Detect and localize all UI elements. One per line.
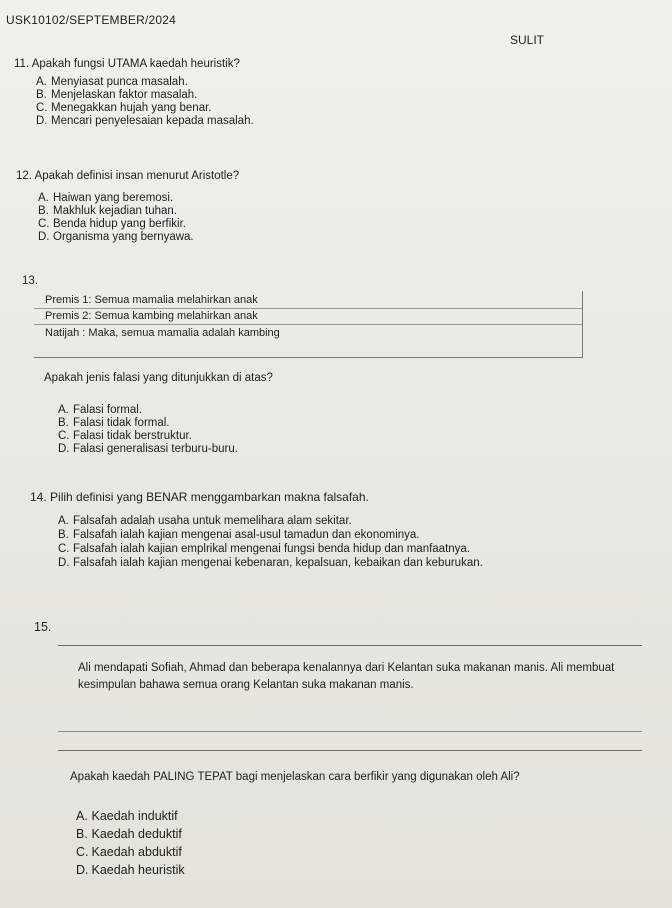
option-b[interactable]: B. Makhluk kejadian tuhan. [38, 205, 178, 217]
question-text: Apakah jenis falasi yang ditunjukkan di atas? [44, 372, 273, 384]
divider [34, 324, 582, 325]
option-c[interactable]: C. Falsafah ialah kajian emplrikal mengenai fungsi benda hidup dan manfaatnya. [58, 543, 471, 555]
question-14 [30, 490, 483, 570]
option-d[interactable]: D. Kaedah heuristik [76, 863, 185, 877]
question-text: Apakah kaedah PALING TEPAT bagi menjelaskan cara berfikir yang digunakan oleh Ali? [70, 771, 520, 783]
option-list [38, 192, 239, 244]
option-d[interactable]: D. Organisma yang bernyawa. [38, 231, 194, 243]
option-c[interactable]: C. Falasi tidak berstruktur. [58, 430, 192, 442]
question-13 [44, 372, 273, 456]
question-number: 15. [34, 620, 52, 634]
option-list [58, 514, 483, 570]
option-a[interactable]: A. Menyiasat punca masalah. [36, 76, 188, 88]
option-d[interactable]: D. Falasi generalisasi terburu-buru. [58, 443, 238, 455]
option-a[interactable]: A. Falsafah adalah usaha untuk memelihara alam sekitar. [58, 515, 352, 527]
option-d[interactable]: D. Falsafah ialah kajian mengenai kebenaran, kepalsuan, kebaikan dan keburukan. [58, 557, 483, 569]
question-12 [16, 170, 239, 244]
option-b[interactable]: B. Menjelaskan faktor masalah. [36, 89, 198, 101]
premise-1: Premis 1: Semua mamalia melahirkan anak [45, 294, 258, 306]
question-11 [14, 58, 254, 128]
option-d[interactable]: D. Mencari penyelesaian kepada masalah. [36, 115, 254, 127]
question-number: 11. [14, 58, 30, 70]
question-text: Pilih definisi yang BENAR menggambarkan makna falsafah. [50, 490, 369, 504]
scenario-box [58, 645, 642, 751]
divider [34, 308, 582, 309]
question-stem [14, 58, 254, 70]
question-number: 14. [30, 490, 47, 504]
paper-code: USK10102/SEPTEMBER/2024 [6, 13, 177, 27]
option-list [58, 404, 273, 456]
option-a[interactable]: A. Haiwan yang beremosi. [38, 192, 174, 204]
option-list [36, 76, 254, 128]
classification-label: SULIT [510, 33, 545, 47]
question-stem [30, 490, 483, 504]
divider [58, 731, 642, 732]
question-text: Apakah fungsi UTAMA kaedah heuristik? [31, 58, 240, 70]
option-list [76, 807, 520, 879]
option-b[interactable]: B. Falasi tidak formal. [58, 417, 170, 429]
option-c[interactable]: C. Menegakkan hujah yang benar. [36, 102, 212, 114]
premise-2: Premis 2: Semua kambing melahirkan anak [45, 310, 258, 322]
option-a[interactable]: A. Kaedah induktif [76, 809, 178, 823]
question-stem [16, 170, 239, 182]
option-c[interactable]: C. Kaedah abduktif [76, 845, 182, 859]
option-a[interactable]: A. Falasi formal. [58, 404, 143, 416]
option-b[interactable]: B. Kaedah deduktif [76, 827, 182, 841]
question-number: 13. [22, 275, 38, 287]
question-15 [70, 771, 520, 879]
option-c[interactable]: C. Benda hidup yang berfikir. [38, 218, 186, 230]
scenario-text: Ali mendapati Sofiah, Ahmad dan beberapa kenalannya dari Kelantan suka makanan manis. Ali membuat kesimpulan bahawa semua orang Kelantan suka makanan manis. [78, 662, 615, 691]
question-number: 12. [16, 170, 32, 182]
option-b[interactable]: B. Falsafah ialah kajian mengenai asal-usul tamadun dan ekonominya. [58, 529, 420, 541]
question-text: Apakah definisi insan menurut Aristotle? [34, 170, 240, 182]
syllogism-box [34, 291, 583, 358]
conclusion: Natijah : Maka, semua mamalia adalah kambing [45, 327, 280, 339]
